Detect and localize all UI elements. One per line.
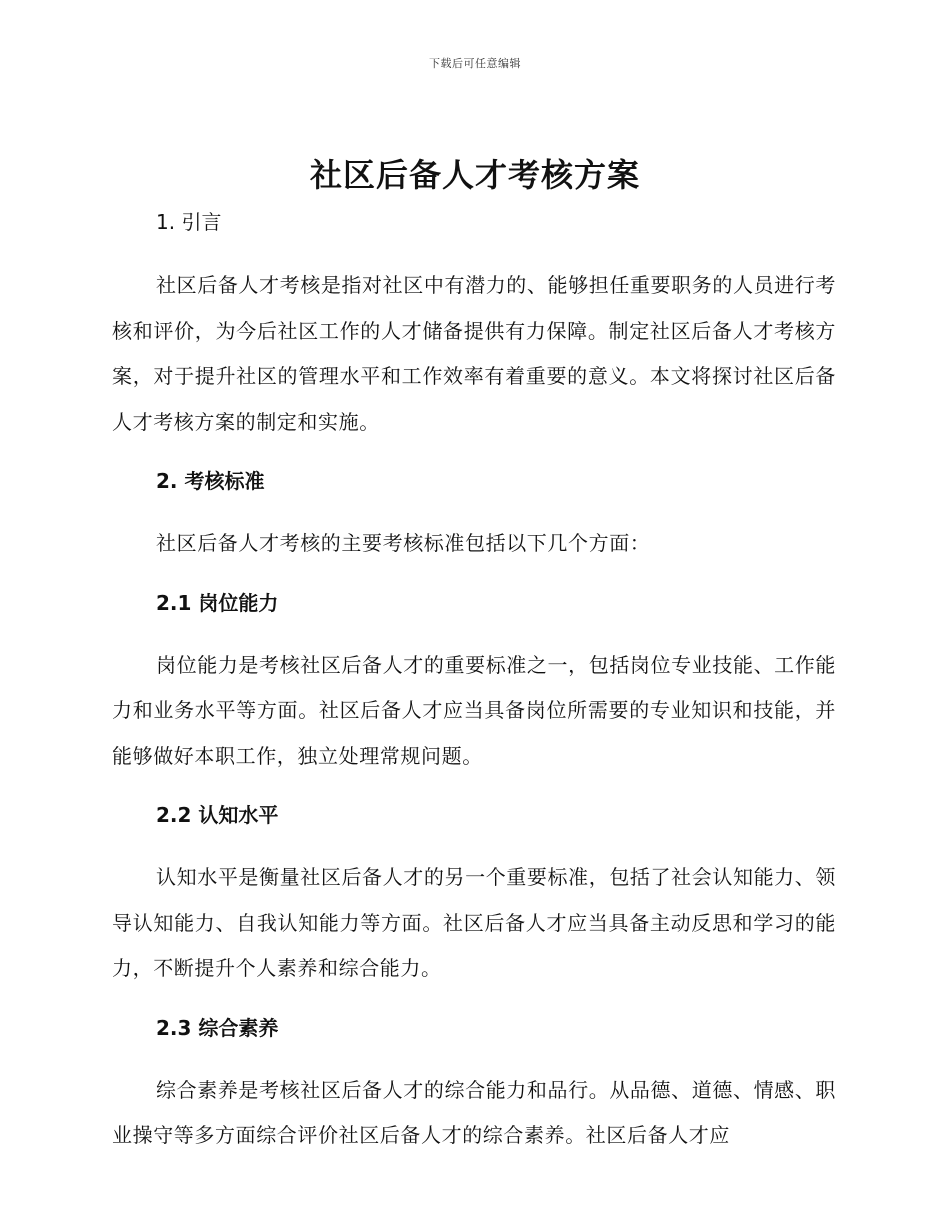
section-heading-comprehensive-quality: 2.3 综合素养 (156, 1015, 279, 1040)
section-heading-position-ability: 2.1 岗位能力 (156, 590, 279, 615)
section-heading-introduction: 1. 引言 (156, 210, 222, 234)
section-heading-cognitive-level: 2.2 认知水平 (156, 803, 279, 827)
section-paragraph-position-ability: 岗位能力是考核社区后备人才的重要标准之一，包括岗位专业技能、工作能力和业务水平等方面。社区后备人才应当具备岗位所需要的专业知识和技能，并能够做好本职工作，独立处理常规问题。 (112, 652, 836, 768)
section-paragraph-comprehensive-quality: 综合素养是考核社区后备人才的综合能力和品行。从品德、道德、情感、职业操守等多方面综合评价社区后备人才的综合素养。社区后备人才应 (112, 1077, 836, 1147)
document-body (112, 206, 836, 1159)
section-paragraph-cognitive-level: 认知水平是衡量社区后备人才的另一个重要标准，包括了社会认知能力、领导认知能力、自我认知能力等方面。社区后备人才应当具备主动反思和学习的能力，不断提升个人素养和综合能力。 (112, 865, 836, 980)
section-paragraph-standards: 社区后备人才考核的主要考核标准包括以下几个方面： (156, 531, 651, 555)
document-title: 社区后备人才考核方案 (309, 156, 640, 194)
section-paragraph-introduction: 社区后备人才考核是指对社区中有潜力的、能够担任重要职务的人员进行考核和评价，为今后社区工作的人才储备提供有力保障。制定社区后备人才考核方案，对于提升社区的管理水平和工作效率有着重要的意义。本文将探讨社区后备人才考核方案的制定和实施。 (112, 273, 836, 434)
header-note: 下载后可任意编辑 (429, 57, 521, 70)
section-heading-standards: 2. 考核标准 (156, 469, 265, 493)
